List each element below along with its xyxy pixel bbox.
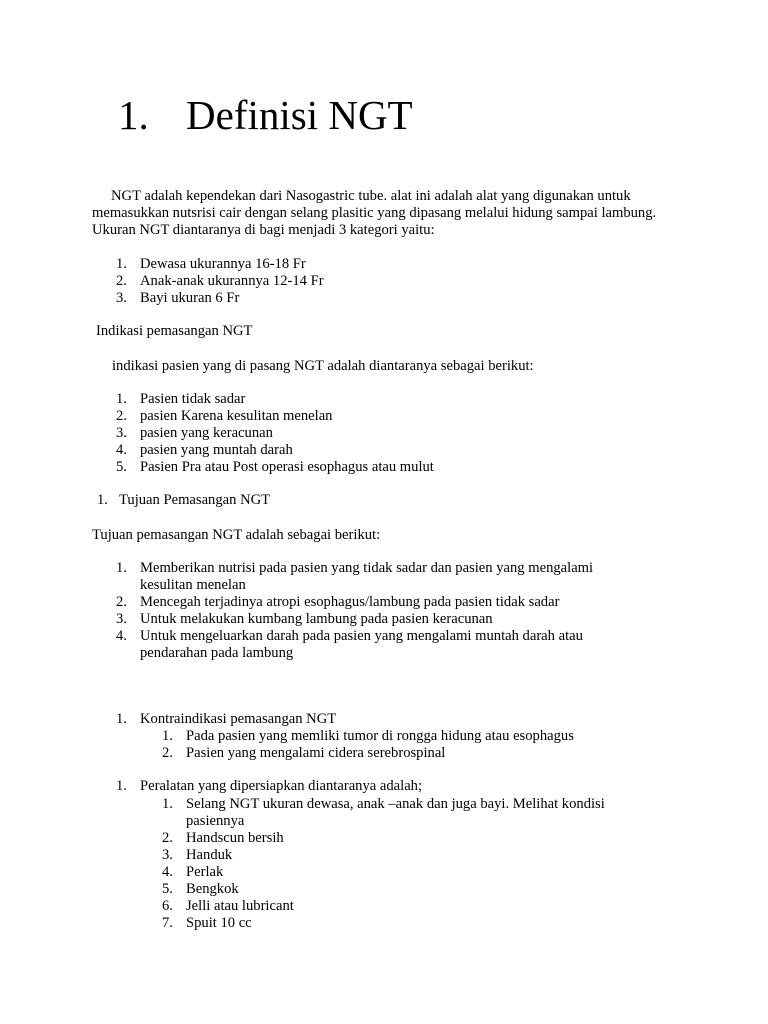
kontraindikasi-list (162, 728, 642, 762)
kontraindikasi-heading (116, 711, 336, 728)
list-item: 2. Pasien yang mengalami cidera serebrospinal (162, 745, 446, 761)
list-item: 1. Memberikan nutrisi pada pasien yang tidak sadar dan pasien yang mengalami kesulitan menelan (116, 560, 594, 593)
intro-paragraph (92, 188, 682, 239)
intro-text: NGT adalah kependekan dari Nasogastric tube. alat ini adalah alat yang digunakan untuk memasukkan nutsrisi cair dengan selang plasitic yang dipasang melalui hidung sampai lambung. Ukuran NGT diantaranya di bagi menjadi 3 kategori yaitu: (92, 188, 657, 238)
list-item: 6. Jelli atau lubricant (162, 898, 294, 914)
ukuran-list (116, 256, 676, 307)
tujuan-heading-number: 1. (97, 492, 108, 508)
peralatan-heading (116, 778, 422, 795)
list-item: 2. Handscun bersih (162, 830, 284, 846)
tujuan-intro: Tujuan pemasangan NGT adalah sebagai berikut: (92, 527, 381, 543)
tujuan-list (116, 560, 636, 662)
peralatan-list (162, 796, 642, 932)
kontraindikasi-heading-number: 1. (116, 711, 127, 727)
peralatan-heading-number: 1. (116, 778, 127, 794)
list-item: 1. Pasien tidak sadar (116, 391, 246, 407)
list-item: 5. Pasien Pra atau Post operasi esophagus atau mulut (116, 459, 434, 475)
list-item: 1. Selang NGT ukuran dewasa, anak –anak dan juga bayi. Melihat kondisi pasiennya (162, 796, 605, 829)
page-title-number: 1. (118, 92, 149, 138)
list-item: 5. Bengkok (162, 881, 239, 897)
list-item: 7. Spuit 10 cc (162, 915, 252, 931)
list-item: 3. Bayi ukuran 6 Fr (116, 290, 240, 306)
list-item: 4. pasien yang muntah darah (116, 442, 293, 458)
list-item: 1. Pada pasien yang memliki tumor di rongga hidung atau esophagus (162, 728, 574, 744)
page-title (118, 89, 413, 141)
list-item: 4. Perlak (162, 864, 224, 880)
list-item: 1. Dewasa ukurannya 16-18 Fr (116, 256, 306, 272)
indikasi-list (116, 391, 676, 476)
tujuan-heading (97, 492, 270, 509)
tujuan-heading-text: Tujuan Pemasangan NGT (119, 492, 271, 508)
page-title-text: Definisi NGT (186, 92, 413, 138)
indikasi-heading: Indikasi pemasangan NGT (96, 323, 253, 339)
list-item: 2. Mencegah terjadinya atropi esophagus/lambung pada pasien tidak sadar (116, 594, 560, 610)
list-item: 2. Anak-anak ukurannya 12-14 Fr (116, 273, 324, 289)
list-item: 3. pasien yang keracunan (116, 425, 273, 441)
list-item: 2. pasien Karena kesulitan menelan (116, 408, 333, 424)
list-item: 3. Untuk melakukan kumbang lambung pada pasien keracunan (116, 611, 493, 627)
indikasi-intro: indikasi pasien yang di pasang NGT adalah diantaranya sebagai berikut: (112, 358, 534, 374)
list-item: 3. Handuk (162, 847, 233, 863)
peralatan-heading-text: Peralatan yang dipersiapkan diantaranya adalah; (140, 778, 423, 794)
list-item: 4. Untuk mengeluarkan darah pada pasien yang mengalami muntah darah atau pendarahan pada lambung (116, 628, 583, 661)
kontraindikasi-heading-text: Kontraindikasi pemasangan NGT (140, 711, 337, 727)
